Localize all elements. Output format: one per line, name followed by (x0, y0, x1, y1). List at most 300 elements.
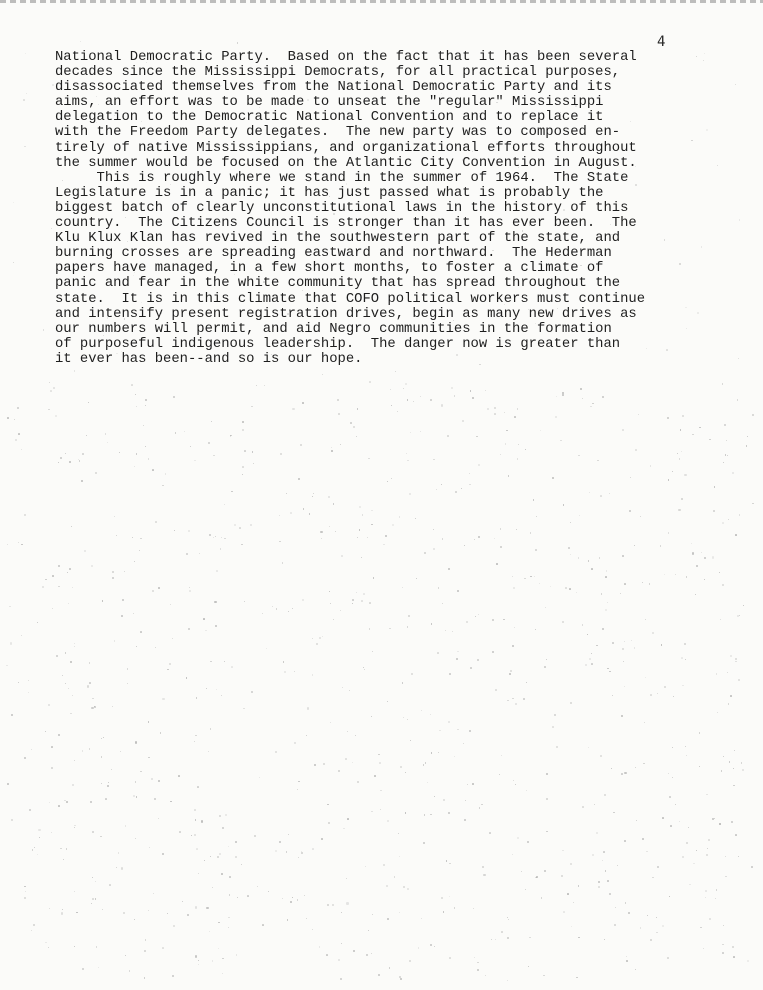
scan-speck (635, 449, 637, 451)
text-line: papers have managed, in a few short months, to foster a climate of (55, 260, 604, 277)
scan-speck (400, 978, 402, 980)
scan-speck (331, 447, 332, 448)
scan-speck (88, 402, 89, 403)
scan-speck (720, 619, 722, 621)
scan-speck (369, 628, 371, 630)
scan-speck (430, 814, 432, 816)
scan-speck (600, 755, 602, 757)
scan-speck (626, 956, 627, 957)
scan-speck (452, 631, 453, 632)
scan-speck (739, 219, 740, 220)
scan-speck (472, 783, 474, 785)
scan-speck (197, 786, 199, 788)
scan-speck (222, 827, 223, 828)
scan-speck (58, 462, 59, 463)
scan-speck (114, 640, 115, 641)
scan-speck (733, 956, 735, 958)
scan-speck (45, 942, 47, 944)
scan-speck (695, 594, 696, 595)
scan-speck (52, 84, 53, 85)
scan-speck (292, 608, 294, 610)
scan-speck (52, 608, 53, 609)
scan-speck (424, 552, 426, 554)
scan-speck (667, 417, 669, 419)
scan-speck (101, 756, 102, 757)
scan-speck (96, 122, 97, 123)
scan-speck (508, 475, 509, 476)
scan-speck (355, 735, 356, 736)
scan-speck (732, 472, 734, 474)
scan-speck (403, 717, 404, 718)
scan-speck (419, 253, 420, 254)
scan-speck (434, 796, 435, 797)
scan-speck (316, 643, 317, 644)
scan-speck (536, 516, 537, 517)
scan-speck (313, 493, 314, 494)
scan-speck (441, 404, 443, 406)
scan-speck (329, 526, 330, 527)
scan-speck (474, 539, 476, 541)
scan-speck (482, 866, 484, 868)
scan-speck (420, 396, 421, 397)
scan-speck (188, 628, 190, 630)
scan-speck (209, 534, 211, 536)
scan-speck (39, 837, 40, 838)
scan-speck (431, 752, 433, 754)
scan-speck (423, 764, 424, 765)
scan-speck (224, 661, 225, 662)
scan-speck (268, 891, 269, 892)
scan-speck (383, 864, 385, 866)
scan-speck (513, 780, 515, 782)
scan-speck (219, 815, 221, 817)
scan-speck (321, 538, 322, 539)
scan-speck (556, 746, 558, 748)
scan-speck (669, 896, 670, 897)
scan-speck (662, 925, 664, 927)
scan-speck (717, 165, 718, 166)
scan-speck (18, 542, 19, 543)
scan-speck (508, 919, 509, 920)
scan-speck (696, 565, 698, 567)
scan-speck (136, 796, 138, 798)
scan-speck (610, 224, 611, 225)
scan-speck (552, 477, 554, 479)
scan-speck (387, 820, 389, 822)
scan-speck (84, 550, 86, 552)
scan-speck (514, 416, 516, 418)
scan-speck (92, 898, 94, 900)
scan-speck (582, 398, 583, 399)
scan-speck (7, 783, 9, 785)
scan-speck (21, 449, 22, 450)
scan-speck (717, 712, 718, 713)
scan-speck (473, 908, 474, 909)
scan-speck (312, 929, 314, 931)
scan-speck (259, 777, 260, 778)
scan-speck (614, 924, 616, 926)
scan-speck (729, 761, 731, 763)
scan-speck (195, 735, 197, 737)
scan-speck (724, 424, 726, 426)
scan-speck (66, 801, 68, 803)
scan-speck (65, 652, 67, 654)
scan-speck (650, 694, 652, 696)
scan-speck (603, 851, 605, 853)
scan-speck (286, 493, 287, 494)
scan-speck (45, 579, 47, 581)
scan-speck (725, 856, 726, 857)
scan-speck (725, 876, 726, 877)
scan-speck (530, 532, 531, 533)
scan-speck (562, 394, 564, 396)
scan-speck (280, 453, 282, 455)
scan-speck (421, 918, 422, 919)
scan-speck (312, 848, 314, 850)
scan-speck (433, 548, 435, 550)
scan-speck (182, 901, 183, 902)
scan-speck (31, 930, 32, 931)
scan-speck (357, 408, 358, 409)
scan-speck (397, 411, 399, 413)
scan-speck (25, 891, 26, 892)
scan-speck (696, 850, 697, 851)
scan-speck (454, 395, 455, 396)
scan-speck (326, 954, 328, 956)
scan-speck (625, 902, 626, 903)
scan-speck (86, 435, 87, 436)
scan-speck (196, 848, 198, 850)
scan-speck (709, 439, 711, 441)
scan-speck (599, 557, 601, 559)
scan-speck (82, 453, 84, 455)
scan-speck (525, 889, 526, 890)
scan-speck (74, 825, 76, 827)
scan-speck (686, 576, 687, 577)
scan-speck (369, 381, 371, 383)
scan-speck (190, 446, 192, 448)
scan-speck (76, 912, 77, 913)
scan-speck (622, 648, 623, 649)
scan-speck (95, 881, 96, 882)
scan-speck (399, 856, 401, 858)
scan-speck (642, 838, 644, 840)
scan-speck (496, 563, 498, 565)
scan-speck (287, 919, 289, 921)
scan-speck (666, 349, 668, 351)
scan-speck (53, 387, 55, 389)
scan-speck (371, 953, 372, 954)
scan-speck (302, 402, 304, 404)
scan-speck (50, 390, 52, 392)
scan-speck (413, 401, 414, 402)
scan-speck (89, 662, 91, 664)
scan-speck (640, 927, 641, 928)
scan-speck (307, 99, 308, 100)
text-line: National Democratic Party. Based on the fact that it has been several (55, 49, 637, 65)
scan-speck (591, 663, 593, 665)
scan-speck (656, 932, 658, 934)
scan-speck (343, 828, 345, 830)
scan-speck (298, 478, 299, 479)
scan-speck (151, 778, 153, 780)
scan-speck (512, 698, 513, 699)
scan-speck (198, 964, 199, 965)
scan-speck (328, 822, 330, 824)
scan-speck (550, 586, 551, 587)
scan-speck (155, 647, 156, 648)
scan-speck (134, 561, 135, 562)
scan-speck (605, 870, 606, 871)
scan-speck (544, 870, 546, 872)
scan-speck (165, 473, 167, 475)
scan-speck (470, 667, 472, 669)
scan-speck (184, 329, 185, 330)
scan-speck (418, 947, 420, 949)
text-line: decades since the Mississippi Democrats, for all practical purposes, (55, 64, 621, 81)
scan-speck (327, 804, 329, 806)
scan-speck (449, 673, 451, 675)
scan-speck (82, 750, 83, 751)
scan-speck (677, 453, 678, 454)
scan-speck (173, 925, 175, 927)
scan-speck (495, 939, 496, 940)
scan-speck (371, 811, 373, 813)
scan-speck (681, 498, 683, 500)
scan-speck (112, 571, 114, 573)
scan-speck (335, 531, 336, 532)
scan-speck (347, 731, 348, 732)
scan-speck (307, 707, 309, 709)
scan-speck (350, 422, 352, 424)
scan-speck (368, 930, 369, 931)
scan-speck (237, 897, 238, 898)
scan-speck (512, 576, 513, 577)
scan-speck (621, 715, 623, 717)
scan-speck (184, 431, 185, 432)
scan-speck (116, 535, 117, 536)
scan-speck (408, 615, 410, 617)
scan-speck (24, 897, 26, 899)
scan-speck (263, 281, 265, 283)
text-line: tirely of native Mississippians, and organizational efforts throughout (55, 139, 637, 156)
scan-speck (746, 445, 747, 446)
scan-speck (449, 896, 450, 897)
scan-speck (69, 568, 71, 570)
scan-speck (91, 903, 92, 904)
scan-speck (58, 734, 60, 736)
scan-speck (48, 947, 49, 948)
scan-speck (501, 755, 502, 756)
scan-speck (721, 770, 723, 772)
scan-speck (266, 648, 267, 649)
scan-speck (478, 536, 480, 538)
scan-speck (591, 568, 593, 570)
scan-speck (395, 371, 397, 373)
scan-speck (622, 555, 624, 557)
scan-speck (410, 740, 411, 741)
text-line: panic and fear in the white community that has spread throughout the (55, 275, 621, 292)
scan-speck (341, 943, 342, 944)
scan-speck (209, 931, 210, 932)
scan-speck (588, 747, 589, 748)
scan-speck (276, 608, 278, 610)
scan-speck (203, 618, 205, 620)
scan-speck (65, 453, 66, 454)
scan-speck (560, 440, 562, 442)
scan-speck (129, 970, 130, 971)
scan-speck (371, 524, 372, 525)
scan-speck (644, 722, 646, 724)
scan-speck (18, 433, 20, 435)
scan-speck (442, 603, 443, 604)
scan-speck (144, 977, 146, 979)
scan-speck (250, 524, 252, 526)
scan-speck (617, 865, 618, 866)
scan-speck (173, 396, 175, 398)
scan-speck (201, 820, 203, 822)
scan-speck (433, 459, 434, 460)
scan-speck (275, 751, 277, 753)
scan-speck (116, 867, 117, 868)
scan-speck (703, 948, 704, 949)
scan-speck (752, 414, 754, 416)
text-line: the summer would be focused on the Atlantic City Convention in August. (55, 154, 637, 171)
scan-speck (684, 474, 686, 476)
scan-speck (517, 837, 519, 839)
scan-speck (321, 838, 323, 840)
scan-speck (72, 587, 73, 588)
scan-speck (407, 399, 409, 401)
scan-speck (518, 167, 519, 168)
scan-speck (491, 939, 492, 940)
scan-speck (657, 693, 658, 694)
scan-speck (723, 925, 724, 926)
scan-speck (127, 119, 128, 120)
scan-speck (378, 754, 379, 755)
scan-speck (199, 553, 200, 554)
scan-speck (323, 763, 325, 765)
scan-speck (675, 574, 676, 575)
scan-speck (692, 552, 694, 554)
scan-speck (430, 944, 432, 946)
scan-speck (329, 591, 330, 592)
scan-speck (112, 577, 114, 579)
scan-speck (213, 537, 214, 538)
scan-speck (357, 781, 358, 782)
scan-speck (48, 704, 50, 706)
scan-speck (68, 688, 69, 689)
scan-speck (74, 827, 75, 828)
text-line: of purposeful indigenous leadership. The danger now is greater than (55, 335, 621, 352)
scan-speck (552, 726, 554, 728)
scan-speck (504, 412, 505, 413)
scan-speck (489, 832, 491, 834)
scan-speck (241, 864, 242, 865)
scan-speck (242, 421, 244, 423)
scan-speck (747, 436, 748, 437)
scan-speck (402, 587, 403, 588)
scan-speck (481, 804, 482, 805)
scan-speck (469, 473, 470, 474)
scan-speck (172, 638, 173, 639)
scan-speck (726, 440, 727, 441)
scan-speck (598, 881, 600, 883)
scan-speck (195, 819, 196, 820)
scan-speck (89, 748, 91, 750)
scan-speck (436, 489, 437, 490)
scan-speck (286, 851, 288, 853)
scan-speck (679, 821, 681, 823)
scan-speck (79, 460, 80, 461)
scan-speck (148, 721, 150, 723)
scan-speck (186, 553, 188, 555)
scan-speck (464, 545, 465, 546)
scan-speck (206, 907, 208, 909)
scan-speck (155, 521, 157, 523)
scan-speck (675, 804, 676, 805)
scan-speck (340, 444, 341, 445)
scan-speck (153, 893, 154, 894)
scan-speck (563, 911, 565, 913)
scan-speck (333, 213, 335, 215)
scan-speck (95, 898, 97, 900)
scan-speck (640, 516, 641, 517)
scan-speck (221, 695, 223, 697)
scan-speck (61, 912, 63, 914)
scan-speck (297, 899, 298, 900)
scan-speck (118, 852, 120, 854)
scan-speck (117, 149, 118, 150)
scan-speck (398, 833, 399, 834)
scan-speck (434, 946, 435, 947)
scan-speck (205, 630, 207, 632)
scan-speck (279, 515, 280, 516)
scan-speck (341, 912, 342, 913)
scan-speck (407, 626, 409, 628)
scan-speck (685, 746, 686, 747)
scan-speck (723, 462, 724, 463)
scan-speck (237, 42, 238, 43)
scan-speck (108, 782, 109, 783)
scan-speck (52, 575, 54, 577)
scan-speck (123, 912, 125, 914)
scan-speck (174, 530, 176, 532)
scan-speck (730, 655, 732, 657)
scan-speck (320, 531, 322, 533)
text-line: aims, an effort was to be made to unseat the "regular" Mississippi (55, 94, 604, 111)
scan-speck (13, 262, 14, 263)
scan-speck (407, 888, 409, 890)
scan-speck (708, 839, 710, 841)
scan-speck (212, 960, 214, 962)
text-line: disassociated themselves from the National Democratic Party and its (55, 79, 612, 96)
scan-speck (742, 769, 744, 771)
scan-speck (60, 457, 62, 459)
scan-speck (333, 503, 335, 505)
scan-speck (158, 818, 159, 819)
scan-speck (517, 408, 518, 409)
scan-speck (135, 394, 136, 395)
scan-speck (462, 420, 464, 422)
scan-speck (68, 603, 69, 604)
scan-speck (679, 458, 680, 459)
scan-speck (229, 876, 231, 878)
scan-speck (221, 873, 223, 875)
scan-speck (407, 719, 408, 720)
scan-speck (332, 904, 334, 906)
scan-speck (194, 834, 196, 836)
